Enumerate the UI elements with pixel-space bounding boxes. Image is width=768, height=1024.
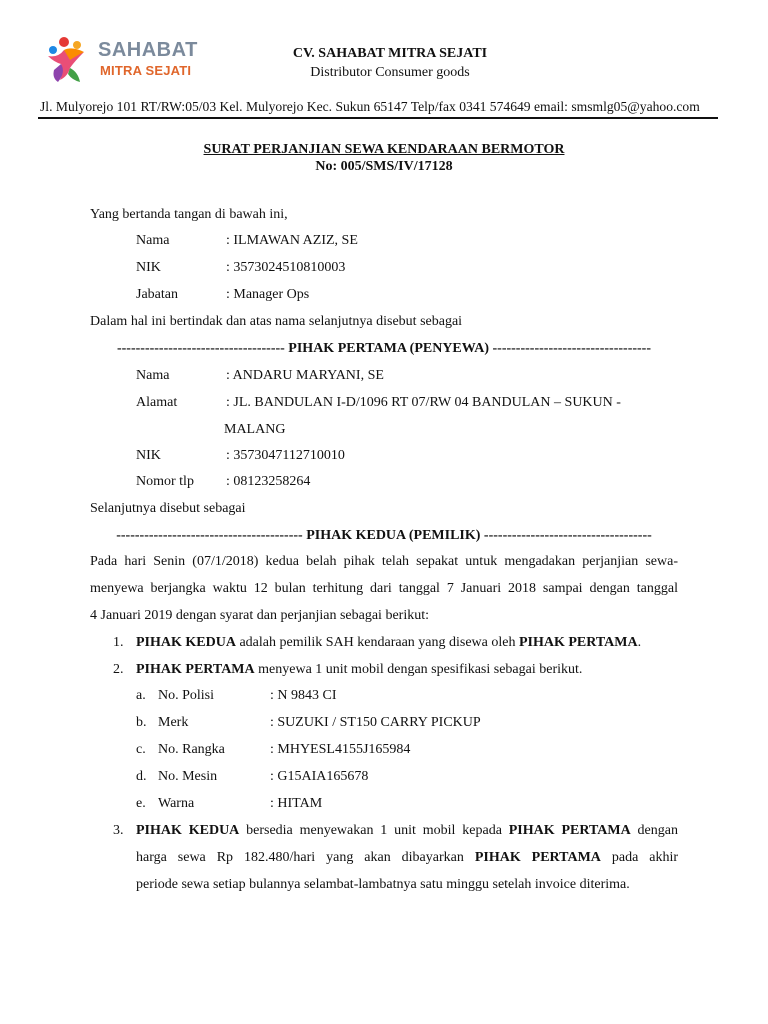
item3-party-a: PIHAK KEDUA — [136, 823, 240, 838]
party2-address-label: Alamat — [136, 395, 178, 410]
agreement-paragraph-line-2: menyewa berjangka waktu 12 bulan terhitung dari tanggal 7 Januari 2018 sampai dengan tanggal — [90, 581, 678, 596]
spec-label: No. Rangka — [158, 742, 225, 757]
spec-letter: c. — [136, 742, 146, 757]
item1-number: 1. — [113, 635, 124, 650]
party2-nik-value: : 3573047112710010 — [226, 448, 345, 463]
next-text: Selanjutnya disebut sebagai — [90, 501, 246, 516]
item3-party-b: PIHAK PERTAMA — [508, 823, 631, 838]
spec-letter: d. — [136, 769, 147, 784]
spec-label: No. Polisi — [158, 688, 215, 703]
document-number: No: 005/SMS/IV/17128 — [315, 159, 453, 174]
item2-number: 2. — [113, 662, 124, 677]
company-address: Jl. Mulyorejo 101 RT/RW:05/03 Kel. Mulyorejo Kec. Sukun 65147 Telp/fax 0341 574649 email: smsmlg05@yahoo.com — [40, 99, 700, 114]
party2-phone-value: : 08123258264 — [226, 474, 311, 489]
party1-position-label: Jabatan — [136, 287, 178, 302]
party2-address-value: : JL. BANDULAN I-D/1096 RT 07/RW 04 BANDULAN – SUKUN - — [226, 395, 621, 410]
party1-nik-value: : 3573024510810003 — [226, 260, 346, 275]
header-divider — [38, 117, 718, 119]
spec-value: : HITAM — [270, 796, 323, 811]
intro-text: Yang bertanda tangan di bawah ini, — [90, 207, 288, 222]
party2-name-value: : ANDARU MARYANI, SE — [226, 368, 384, 383]
company-name: CV. SAHABAT MITRA SEJATI — [292, 46, 488, 61]
item2-text — [136, 662, 582, 678]
party1-name-value: : ILMAWAN AZIZ, SE — [226, 233, 358, 248]
item3-text-mid: bersedia menyewakan 1 unit mobil kepada — [239, 823, 509, 838]
company-tagline: Distributor Consumer goods — [310, 65, 470, 80]
item3-text-end: dengan — [630, 823, 678, 838]
spec-label: Warna — [158, 796, 195, 811]
party2-nik-label: NIK — [136, 448, 161, 463]
item3-line-1 — [136, 823, 678, 839]
spec-value: : N 9843 CI — [270, 688, 337, 703]
item3-price-text: harga sewa Rp 182.480/hari yang akan dibayarkan — [136, 850, 475, 865]
spec-value: : SUZUKI / ST150 CARRY PICKUP — [270, 715, 481, 730]
acting-text: Dalam hal ini bertindak dan atas nama selanjutnya disebut sebagai — [90, 314, 463, 329]
spec-letter: b. — [136, 715, 147, 730]
item3-number: 3. — [113, 823, 124, 838]
spec-letter: e. — [136, 796, 146, 811]
item2-text-rest: menyewa 1 unit mobil dengan spesifikasi sebagai berikut. — [254, 662, 583, 677]
agreement-paragraph-line-1: Pada hari Senin (07/1/2018) kedua belah pihak telah sepakat untuk mengadakan perjanjian sewa- — [90, 554, 678, 569]
agreement-paragraph-line-3: 4 Januari 2019 dengan syarat dan perjanjian sebagai berikut: — [90, 608, 429, 623]
item1-party-a: PIHAK KEDUA — [136, 635, 236, 650]
item2-party: PIHAK PERTAMA — [136, 662, 255, 677]
item3-line-3: periode sewa setiap bulannya selambat-lambatnya satu minggu setelah invoice diterima. — [136, 877, 630, 892]
spec-label: No. Mesin — [158, 769, 218, 784]
logo-name: SAHABAT — [98, 39, 198, 61]
party2-heading: ---------------------------------------- PIHAK KEDUA (PEMILIK) ------------------------------------ — [116, 528, 652, 543]
item3-line-2 — [136, 850, 678, 866]
party2-phone-label: Nomor tlp — [136, 474, 194, 489]
spec-letter: a. — [136, 688, 146, 703]
item3-price-end: pada akhir — [600, 850, 678, 865]
party1-name-label: Nama — [136, 233, 170, 248]
party2-address-city: MALANG — [224, 422, 286, 437]
item3-party-c: PIHAK PERTAMA — [474, 850, 601, 865]
party2-name-label: Nama — [136, 368, 170, 383]
item1-text-mid: adalah pemilik SAH kendaraan yang disewa oleh — [235, 635, 519, 650]
spec-value: : G15AIA165678 — [270, 769, 369, 784]
party1-position-value: : Manager Ops — [226, 287, 310, 302]
item1-text-end: . — [637, 635, 642, 650]
spec-value: : MHYESL4155J165984 — [270, 742, 411, 757]
document-title: SURAT PERJANJIAN SEWA KENDARAAN BERMOTOR — [203, 142, 565, 157]
party1-heading: ------------------------------------ PIHAK PERTAMA (PENYEWA) ---------------------------------- — [116, 341, 652, 356]
logo-subtitle: MITRA SEJATI — [100, 63, 192, 78]
spec-label: Merk — [158, 715, 189, 730]
item1-text — [136, 635, 641, 651]
party1-nik-label: NIK — [136, 260, 161, 275]
item1-party-b: PIHAK PERTAMA — [518, 635, 638, 650]
